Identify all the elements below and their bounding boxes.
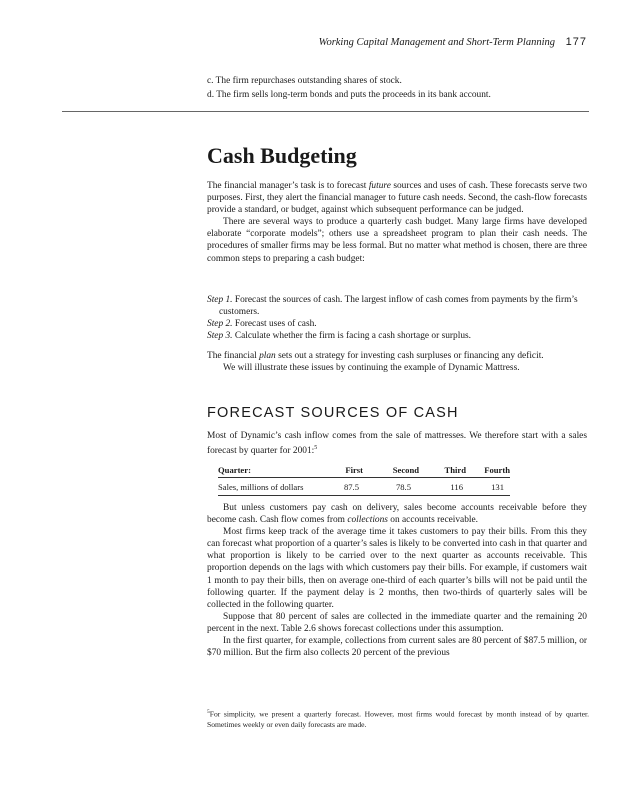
list-item: c. The firm repurchases outstanding shares of stock. <box>207 76 402 86</box>
footnote <box>207 707 589 731</box>
footnote-marker: 5 <box>207 709 210 715</box>
paragraph: But unless customers pay cash on delivery, sales become accounts receivable before they become cash. Cash flow comes from collections on accounts receivable. <box>207 503 587 526</box>
step-item: Step 1. Forecast the sources of cash. The largest inflow of cash comes from payments by the firm’s customers. <box>207 295 578 318</box>
footnote-ref: 5 <box>314 445 318 452</box>
running-header <box>0 36 587 48</box>
table-cell: 116 <box>419 478 466 496</box>
row-label: Sales, millions of dollars <box>218 478 316 496</box>
footnote-text: For simplicity, we present a quarterly forecast. However, most firms would forecast by month instead of by quarter. Sometimes weekly or even daily forecasts are made. <box>207 709 589 730</box>
plan-paragraphs <box>207 350 587 374</box>
paragraph: The financial plan sets out a strategy for investing cash surpluses or financing any deficit. <box>207 351 544 361</box>
column-header: Third <box>419 464 466 478</box>
list-item: d. The firm sells long-term bonds and puts the proceeds in its bank account. <box>207 90 491 101</box>
page-number: 177 <box>565 36 587 48</box>
paragraph: Suppose that 80 percent of sales are collected in the immediate quarter and the remaining 20 percent in the next. Table 2.6 shows forecast collections under this assumption. <box>207 611 587 634</box>
carryover-list <box>207 74 597 103</box>
subsection-intro <box>207 430 587 457</box>
paragraph: In the first quarter, for example, collections from current sales are 80 percent of $87.5 million, or $70 million. But the firm also collects 20 percent of the previous <box>207 636 587 659</box>
section-title: Cash Budgeting <box>207 143 357 168</box>
paragraph: Most of Dynamic’s cash inflow comes from the sale of mattresses. We therefore start with a sales forecast by quarter for 2001:$^5$ <box>207 431 587 457</box>
step-item: Step 2. Forecast uses of cash. <box>207 319 317 330</box>
table-row <box>218 478 510 496</box>
table-cell: 78.5 <box>363 478 419 496</box>
table-header-row <box>218 464 510 478</box>
column-header: Second <box>363 464 419 478</box>
steps-list <box>207 294 587 342</box>
table-cell: 131 <box>466 478 510 496</box>
section-divider <box>62 111 589 112</box>
collections-discussion <box>207 502 587 659</box>
subsection-title: FORECAST SOURCES OF CASH <box>207 405 459 421</box>
column-header: Fourth <box>466 464 510 478</box>
paragraph: There are several ways to produce a quarterly cash budget. Many large firms have developed elaborate “corporate models”; others use a spreadsheet program to plan their cash needs. The procedures of smaller firms may be less formal. But no matter what method is chosen, there are three common steps to preparing a cash budget: <box>207 217 587 264</box>
paragraph: We will illustrate these issues by continuing the example of Dynamic Mattress. <box>223 363 520 374</box>
step-item: Step 3. Calculate whether the firm is facing a cash shortage or surplus. <box>207 331 471 342</box>
sales-forecast-table <box>218 464 510 496</box>
running-header-title: Working Capital Management and Short-Term Planning <box>318 37 556 48</box>
column-header: First <box>316 464 363 478</box>
section-intro <box>207 180 587 265</box>
paragraph: Most firms keep track of the average time it takes customers to pay their bills. From this they can forecast what proportion of a quarter’s sales is likely to be converted into cash in that quarter and what proportion is likely to be carried over to the next quarter as accounts receivable. This proportion depends on the lags with which customers pay their bills. For example, if customers wait 1 month to pay their bills, then on average one-third of each quarter’s bills will not be paid until the following quarter. If the payment delay is 2 months, then two-thirds of quarterly sales will be collected in the following quarter. <box>207 527 587 610</box>
paragraph: The financial manager’s task is to forecast future sources and uses of cash. These forecasts serve two purposes. First, they alert the financial manager to future cash needs. Second, the cash-flow forecasts provide a standard, or budget, against which subsequent performance can be judged. <box>207 181 588 216</box>
table-cell: 87.5 <box>316 478 363 496</box>
column-header: Quarter: <box>218 464 316 478</box>
